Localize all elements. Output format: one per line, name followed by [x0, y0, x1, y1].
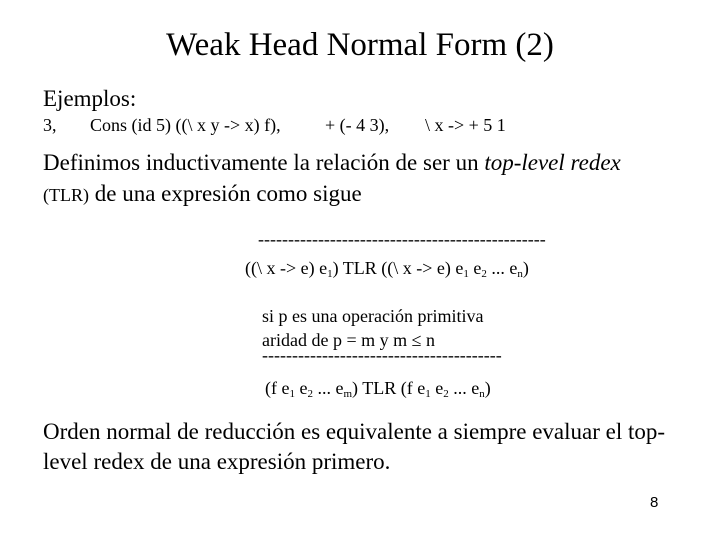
- example-3: + (- 4 3),: [325, 115, 390, 135]
- conclusion-paragraph: Orden normal de reducción es equivalente a siempre evaluar el top-level redex de una expresión primero.: [43, 419, 666, 474]
- definition-line-1: [43, 150, 621, 176]
- leq-symbol: ≤: [411, 330, 422, 350]
- rule-1-divider: ------------------------------------------------: [258, 229, 546, 249]
- tlr-abbreviation: (TLR): [43, 185, 89, 205]
- rule-2-divider: ----------------------------------------: [262, 345, 502, 365]
- definition-text: Definimos inductivamente la relación de ser un: [43, 150, 485, 175]
- example-4: \ x -> + 5 1: [425, 115, 506, 135]
- example-1: 3,: [43, 115, 57, 135]
- page-number: 8: [650, 494, 659, 511]
- examples-label: Ejemplos:: [43, 86, 137, 111]
- side-condition-2: aridad de p = m y m ≤ n: [262, 330, 436, 350]
- definition-line-2: [43, 181, 362, 207]
- example-2: Cons (id 5) ((\ x y -> x) f),: [90, 115, 281, 135]
- side-condition-1: si p es una operación primitiva: [262, 306, 484, 326]
- definition-text-2: de una expresión como sigue: [88, 181, 362, 206]
- slide-title: Weak Head Normal Form (2): [166, 27, 554, 63]
- rule-1-conclusion: ((\ x -> e) $e_1$) TLR ((\ x -> e) $e_1$ $e_2$ ... $e_n$): [245, 258, 529, 280]
- definition-emphasis: top-level redex: [484, 150, 621, 175]
- rule-2-conclusion: (f $e_1$ $e_2$ ... $e_m$) TLR (f $e_1$ $e_2$ ... $e_n$): [265, 378, 491, 400]
